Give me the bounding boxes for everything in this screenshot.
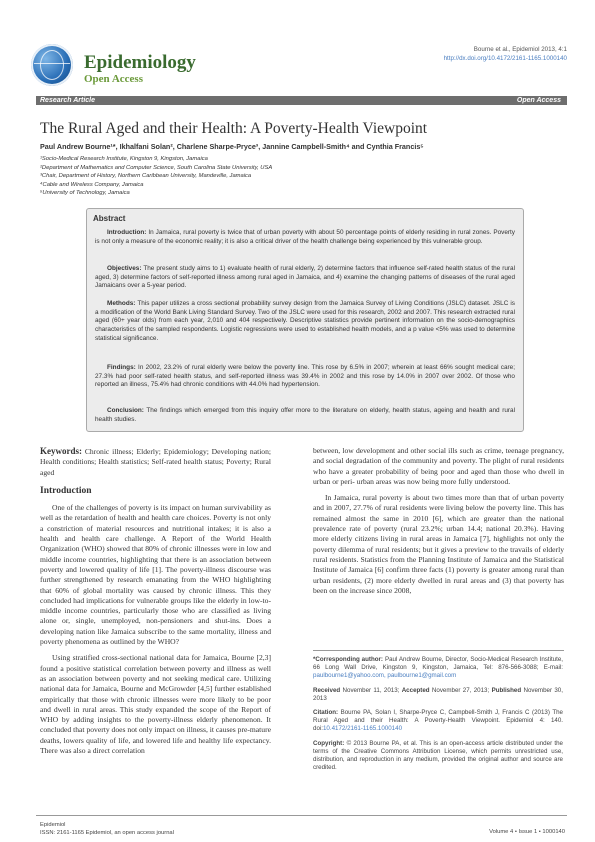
- accepted-date: November 27, 2013;: [431, 686, 490, 694]
- correspondence-block: [313, 656, 563, 778]
- right-paragraph-1: between, low development and other social ills such as crime, teenage pregnancy, and social degradation of the community and poverty. The plight of rural residents who have a greater probability of being poor and aged than those who dwell in urban or peri- urban areas was now being more fully understood.: [313, 446, 564, 486]
- received-label: Received: [313, 686, 341, 694]
- abstract-conclusion-label: Conclusion:: [107, 407, 144, 414]
- introduction-heading: Introduction: [40, 485, 92, 496]
- accepted-label: Accepted: [401, 686, 430, 694]
- keywords-text: Chronic illness; Elderly; Epidemiology; Developing nation; Health conditions; Health statistics; Self-rated health status; Poverty; Rural aged: [40, 447, 272, 477]
- header-citation: Bourne et al., Epidemiol 2013, 4:1: [473, 46, 567, 53]
- corr-text: Paul Andrew Bourne, Director, Socio-Medical Research Institute, 66 Long Wall Drive, Kingston 9, Kingston, Jamaica, Tel: 876-566-3088; E-mail:: [313, 656, 563, 672]
- citation-text: Bourne PA, Solan I, Sharpe-Pryce C, Campbell-Smith J, Francis C (2013) The Rural Aged and their Health: A Poverty-Health Viewpoint. Epidemiol 4: 140. doi:: [313, 709, 563, 733]
- citation-doi-link[interactable]: 10.4172/2161-1165.1000140: [322, 725, 403, 733]
- abstract-findings-text: In 2002, 23.2% of rural elderly were below the poverty line. This rose by 6.5% in 2007; wherein at least 66% sought medical care; 27.3% had poor self-rated health status, and self-reported illness was 39.4% in 2002 and this rose by 14.0% in 2007 over 2002. Of those who reported an illness, 75.4% had chronic conditions with 44.0% had hypertension.: [95, 364, 515, 389]
- citation-block: [313, 709, 563, 734]
- abstract-objectives: [95, 265, 515, 291]
- abstract-intro-text: In Jamaica, rural poverty is twice that of urban poverty with about 50 percentage points of elderly residing in rural zones. Poverty is not only a measure of the economic reality; it is also a critical driver of the health challenge being experienced by this vulnerable group.: [95, 229, 515, 245]
- correspondence-divider: [313, 650, 564, 651]
- abstract-introduction: [95, 229, 515, 246]
- footer-volume: Volume 4 • Issue 1 • 1000140: [489, 829, 565, 835]
- copyright-block: [313, 740, 563, 773]
- article-type-bar: [36, 96, 567, 105]
- abstract-conclusion-text: The findings which emerged from this inquiry offer more to the literature on elderly, health status, ageing and health and rural health studies.: [95, 407, 515, 423]
- affiliation-5: ⁵University of Technology, Jamaica: [40, 190, 130, 197]
- right-column: [313, 446, 564, 602]
- abstract-methods-text: This paper utilizes a cross sectional probability survey design from the Jamaica Survey of Living Conditions (JSLC) dataset. JSLC is a modification of the World Bank Living Standard Survey. Two of the JSLC were used for this research, 2002 and 2007. This research extracted rural aged (60+ year olds) from each year, 2,010 and 404 respectively. Descriptive statistics provide pertinent information on the socio-demographics characteristics of the sampled respondents. Logistic regressions were used to established health models, and a p value <5% was used to determine statistical significance.: [95, 300, 515, 342]
- footer-issn: ISSN: 2161-1165 Epidemiol, an open access journal: [40, 830, 174, 836]
- keywords-block: [40, 446, 271, 478]
- affiliation-3: ³Chair, Department of History, Northern Caribbean University, Mandeville, Jamaica: [40, 173, 252, 180]
- abstract-methods: [95, 300, 515, 344]
- intro-paragraph-1: One of the challenges of poverty is its impact on human survivability as well as the retardation of health and health care choices. Poverty is not only a constriction of material resources and nutritional intakes; it is also a health and health care challenge. A Report of the World Health Organization (WHO) showed that 80% of chronic illnesses were in low and middle income countries, highlighting that there is an association between poverty and lowered quality of life [1]. The poverty-illness discourse was further strengthened by research emanating from the WHO highlighting that 60% of global mortality was caused by chronic illness. This they concluded had implications for vulnerable groups like the elderly in low-to-middle income countries, particularly those who are classified as living alone or, single, unemployed, non-pensioners and shut-ins. Does a developing nation like Jamaica subscribe to the same mortality, illness and poverty phenomena as outlined by the WHO?: [40, 503, 271, 647]
- abstract-findings: [95, 364, 515, 390]
- footer-journal: Epidemiol: [40, 822, 66, 828]
- article-type-label: Research Article: [40, 97, 95, 104]
- abstract-methods-label: Methods:: [107, 300, 136, 307]
- journal-name: Epidemiology: [84, 52, 196, 73]
- published-label: Published: [491, 686, 522, 694]
- abstract-objectives-text: The present study aims to 1) evaluate health of rural elderly, 2) determine factors that influence self-rated health status of the rural aged, 3) determine factors of self-reported illness among rural aged in Jamaica, and 4) examine the changing patterns of diseases of the rural aged Jamaicans over a 5-year period.: [95, 265, 515, 290]
- author-list: Paul Andrew Bourne¹*, Ikhalfani Solan², Charlene Sharpe-Pryce³, Jannine Campbell-Smith⁴ and Cynthia Francis⁵: [40, 142, 424, 151]
- footer-left: [40, 821, 174, 837]
- affiliation-2: ²Department of Mathematics and Computer Science, South Carolina State University, USA: [40, 164, 273, 171]
- footer-divider: [36, 815, 567, 816]
- open-access-label: Open Access: [84, 73, 143, 85]
- received-date: November 11, 2013;: [342, 686, 400, 694]
- abstract-heading: Abstract: [93, 214, 126, 223]
- affiliations: [40, 155, 560, 198]
- abstract-objectives-label: Objectives:: [107, 265, 142, 272]
- published-date: November 30, 2013: [313, 686, 563, 702]
- citation-label: Citation:: [313, 709, 339, 717]
- right-paragraph-2: In Jamaica, rural poverty is about two times more than that of urban poverty and in 2007, 27.7% of rural residents were living below the poverty line. This has remained almost the same in 2010 [6], which are greater than the national prevalence rate of poverty (rural 23.2%; urban 14.4; national 20.3%). Having more elderly citizens living in rural areas in Jamaica [7], highlights not only the poverty dilemma of rural residents; but it gives a preview to the travails of elderly rural residents. Statistics from the Planning Institute of Jamaica and the Statistical Institute of Jamaica [6] confirm three facts (1) poverty is greater among rural than urban residents, (2) more elderly dwelled in rural areas and (3) that poverty has been on the increase since 2008,: [313, 493, 564, 595]
- abstract-conclusion: [95, 407, 515, 424]
- copyright-label: Copyright:: [313, 739, 345, 747]
- affiliation-1: ¹Socio-Medical Research Institute, Kingston 9, Kingston, Jamaica: [40, 156, 208, 162]
- journal-logo-globe-icon: [31, 44, 73, 86]
- header-doi-link[interactable]: http://dx.doi.org/10.4172/2161-1165.1000140: [443, 55, 567, 62]
- abstract-intro-label: Introduction:: [107, 229, 147, 236]
- article-title: The Rural Aged and their Health: A Poverty-Health Viewpoint: [40, 120, 428, 137]
- corr-label: *Corresponding author:: [313, 656, 383, 663]
- keywords-label: Keywords:: [40, 446, 82, 456]
- abstract-findings-label: Findings:: [107, 364, 136, 371]
- corr-email-link[interactable]: paulbourne1@yahoo.com, paulbourne1@gmail.com: [313, 672, 457, 680]
- dates-line: [313, 687, 563, 703]
- affiliation-4: ⁴Cable and Wireless Company, Jamaica: [40, 181, 144, 188]
- copyright-text: © 2013 Bourne PA, et al. This is an open-access article distributed under the terms of the Creative Commons Attribution License, which permits unrestricted use, distribution, and reproduction in any medium, provided the original author and source are credited.: [313, 739, 563, 772]
- left-column: [40, 446, 271, 762]
- corresponding-author: [313, 656, 563, 681]
- bar-open-access-label: Open Access: [516, 97, 561, 104]
- intro-paragraph-2: Using stratified cross-sectional national data for Jamaica, Bourne [2,3] found a positive statistical correlation between poverty and illness as well as an association between poverty and not seeking medical care. Utilizing national data for Jamaica, Bourne and McGrowder [4,5] further established empirically that those with chronic illnesses were more likely to be poor and dwell in rural areas. This study expanded the scope of the Report of WHO by adding insights to the poverty-illness elderly phenomenon. It concluded that poverty does not only impact on illness, it causes pre-mature deaths, lowers quality of life, and lowered life and healthy life expectancy. There was also a direct correlation: [40, 653, 271, 756]
